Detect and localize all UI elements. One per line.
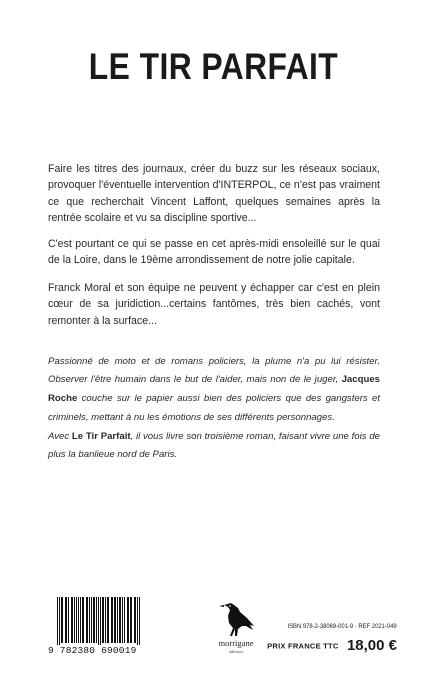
- barcode-bar: [68, 597, 69, 643]
- crow-icon: [206, 596, 266, 638]
- novel-mention-start: Avec: [48, 430, 72, 442]
- barcode-bar: [74, 597, 75, 643]
- barcode-bar: [124, 597, 125, 643]
- barcode-bar: [71, 597, 73, 643]
- barcode-bar: [86, 597, 88, 643]
- barcode-bars: [48, 597, 160, 649]
- price-label: PRIX FRANCE TTC: [267, 641, 339, 651]
- author-bio-text-start: Passionné de moto et de romans policiers, la plume n'a pu lui résister. Observer l'être humain dans le but de l'aider, mais non de le juger,: [48, 355, 380, 386]
- isbn-barcode: [48, 597, 160, 659]
- barcode-bar: [105, 597, 106, 643]
- barcode-bar: [98, 597, 99, 649]
- barcode-bar: [61, 597, 63, 643]
- barcode-bar: [139, 597, 140, 649]
- publisher-tagline: éditions: [228, 649, 244, 654]
- barcode-bar: [107, 597, 109, 643]
- author-name: Jacques Roche: [48, 374, 380, 405]
- author-bio-text-end: couche sur le papier aussi bien des policiers que des gangsters et criminels, mettant à nu les émotions de ses différents personnages.: [48, 393, 380, 423]
- barcode-bar: [80, 597, 81, 643]
- barcode-bar: [91, 597, 92, 643]
- author-bio-paragraph: [48, 353, 380, 428]
- synopsis-paragraph-2: C'est pourtant ce qui se passe en cet après-midi ensoleillé sur le quai de la Loire, dans le 19ème arrondissement de notre jolie capitale.: [48, 237, 380, 267]
- barcode-digits: 9 782380 690019: [48, 645, 160, 656]
- novel-mention-paragraph: [48, 428, 380, 466]
- barcode-bar: [59, 597, 60, 649]
- barcode-bar: [117, 597, 118, 643]
- barcode-bar: [127, 597, 129, 643]
- novel-mention-end: , il vous livre son troisième roman, faisant vivre une fois de plus la banlieue nord de Paris.: [48, 430, 380, 461]
- barcode-bar: [82, 597, 84, 643]
- price-line: [267, 637, 397, 655]
- barcode-bar: [100, 597, 101, 649]
- barcode-bar: [134, 597, 136, 643]
- barcode-bar: [114, 597, 116, 643]
- barcode-bar: [119, 597, 121, 643]
- book-title: LE TIR PARFAIT: [88, 46, 339, 87]
- barcode-bar: [93, 597, 95, 643]
- barcode-bar: [76, 597, 77, 643]
- barcode-bar: [111, 597, 113, 643]
- isbn-reference: ISBN 978-2-38069-001-9 · REF 2021-049: [287, 623, 397, 630]
- publisher-logo: [206, 596, 266, 660]
- barcode-bar: [137, 597, 138, 649]
- barcode-bar: [130, 597, 132, 643]
- publisher-name: morrigane: [218, 638, 254, 648]
- barcode-bar: [57, 597, 58, 649]
- barcode-bar: [122, 597, 123, 643]
- barcode-bar: [65, 597, 67, 643]
- synopsis-paragraph-3: Franck Moral et son équipe ne peuvent y échapper car c'est en plein cœur de sa juridiction...certains fantômes, très bien cachés, vont remonter à la surface...: [48, 281, 380, 327]
- barcode-bar: [89, 597, 90, 643]
- barcode-bar: [96, 597, 97, 643]
- novel-title-inline: Le Tir Parfait: [71, 430, 131, 442]
- price-value: 18,00 €: [346, 637, 397, 655]
- barcode-bar: [102, 597, 104, 643]
- synopsis-paragraph-1: Faire les titres des journaux, créer du buzz sur les réseaux sociaux, provoquer l'éventuelle intervention d'INTERPOL, ce n'est pas vraiment ce que recherchait Vincent Laffont, quelques semaines après la rentrée scolaire et vu sa discipline sportive...: [48, 162, 380, 225]
- barcode-bar: [78, 597, 79, 643]
